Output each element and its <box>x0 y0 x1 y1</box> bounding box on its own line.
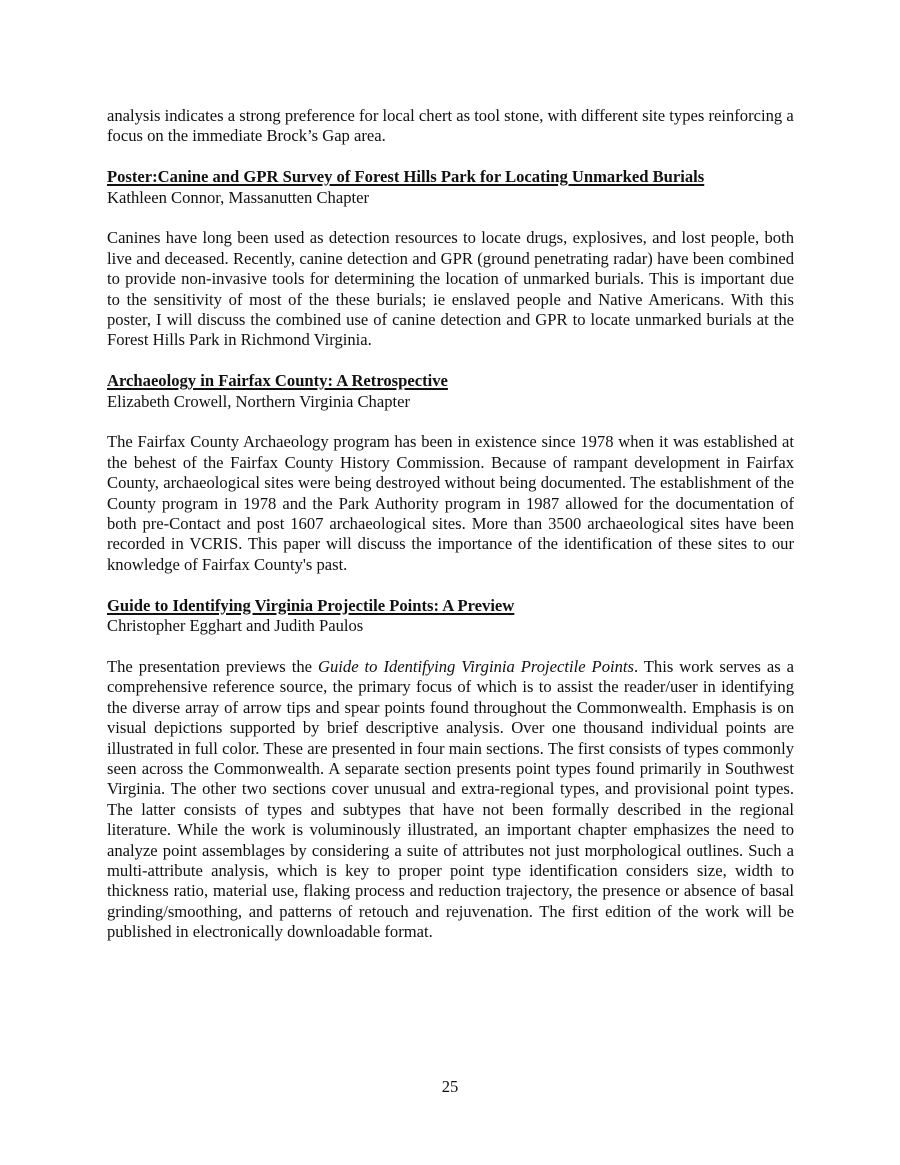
section-author: Christopher Egghart and Judith Paulos <box>107 616 364 636</box>
abstract-section-fairfax <box>107 371 794 575</box>
section-abstract: Canines have long been used as detection resources to locate drugs, explosives, and lost people, both live and deceased. Recently, canine detection and GPR (ground penetrating radar) have been combined to provide non-invasive tools for determining the location of unmarked burials. This is important due to the sensitivity of most of the these burials; ie enslaved people and Native Americans. With this poster, I will discuss the combined use of canine detection and GPR to locate unmarked burials at the Forest Hills Park in Richmond Virginia. <box>107 228 794 350</box>
spacer <box>107 636 794 656</box>
spacer <box>107 208 794 228</box>
section-author: Kathleen Connor, Massanutten Chapter <box>107 187 370 207</box>
section-title: Guide to Identifying Virginia Projectile Points: A Preview <box>107 595 515 615</box>
section-title: Archaeology in Fairfax County: A Retrospective <box>107 371 448 391</box>
spacer <box>107 412 794 432</box>
abstract-rest: . This work serves as a comprehensive reference source, the primary focus of which is to assist the reader/user in identifying the diverse array of arrow tips and spear points found throughout the Commonwealth. Emphasis is on visual depictions supported by brief descriptive analysis. Over one thousand individual points are illustrated in full color. These are presented in four main sections. The first consists of types commonly seen across the Commonwealth. A separate section presents point types found primarily in Southwest Virginia. The other two sections cover unusual and extra-regional types, and provisional point types. The latter consists of types and subtypes that have not been formally described in the regional literature. While the work is voluminously illustrated, an important chapter emphasizes the need to analyze point assemblages by considering a suite of attributes not just morphological outlines. Such a multi-attribute analysis, which is key to proper point type identification considers size, width to thickness ratio, material use, flaking process and reduction trajectory, the presence or absence of basal grinding/smoothing, and patterns of retouch and rejuvenation. The first edition of the work will be published in electronically downloadable format. <box>107 656 794 942</box>
abstract-section-canine-gpr <box>107 167 794 351</box>
book-title-italic: Guide to Identifying Virginia Projectile Points <box>318 656 634 676</box>
spacer <box>107 351 794 371</box>
abstract-section-projectile-points <box>107 596 794 943</box>
page-number: 25 <box>441 1077 459 1096</box>
spacer <box>107 147 794 167</box>
spacer <box>107 575 794 595</box>
section-abstract: The Fairfax County Archaeology program has been in existence since 1978 when it was established at the behest of the Fairfax County History Commission. Because of rampant development in Fairfax County, archaeological sites were being destroyed without being documented. The establishment of the County program in 1978 and the Park Authority program in 1987 allowed for the documentation of both pre-Contact and post 1607 archaeological sites. More than 3500 archaeological sites have been recorded in VCRIS. This paper will discuss the importance of the identification of these sites to our knowledge of Fairfax County's past. <box>107 432 794 574</box>
continuation-paragraph: analysis indicates a strong preference for local chert as tool stone, with different site types reinforcing a focus on the immediate Brock’s Gap area. <box>107 106 794 146</box>
section-abstract <box>107 657 794 943</box>
abstract-prefix: The presentation previews the <box>107 656 319 676</box>
document-page <box>107 106 794 943</box>
section-title: Poster:Canine and GPR Survey of Forest Hills Park for Locating Unmarked Burials <box>107 167 705 187</box>
section-author: Elizabeth Crowell, Northern Virginia Chapter <box>107 391 410 411</box>
